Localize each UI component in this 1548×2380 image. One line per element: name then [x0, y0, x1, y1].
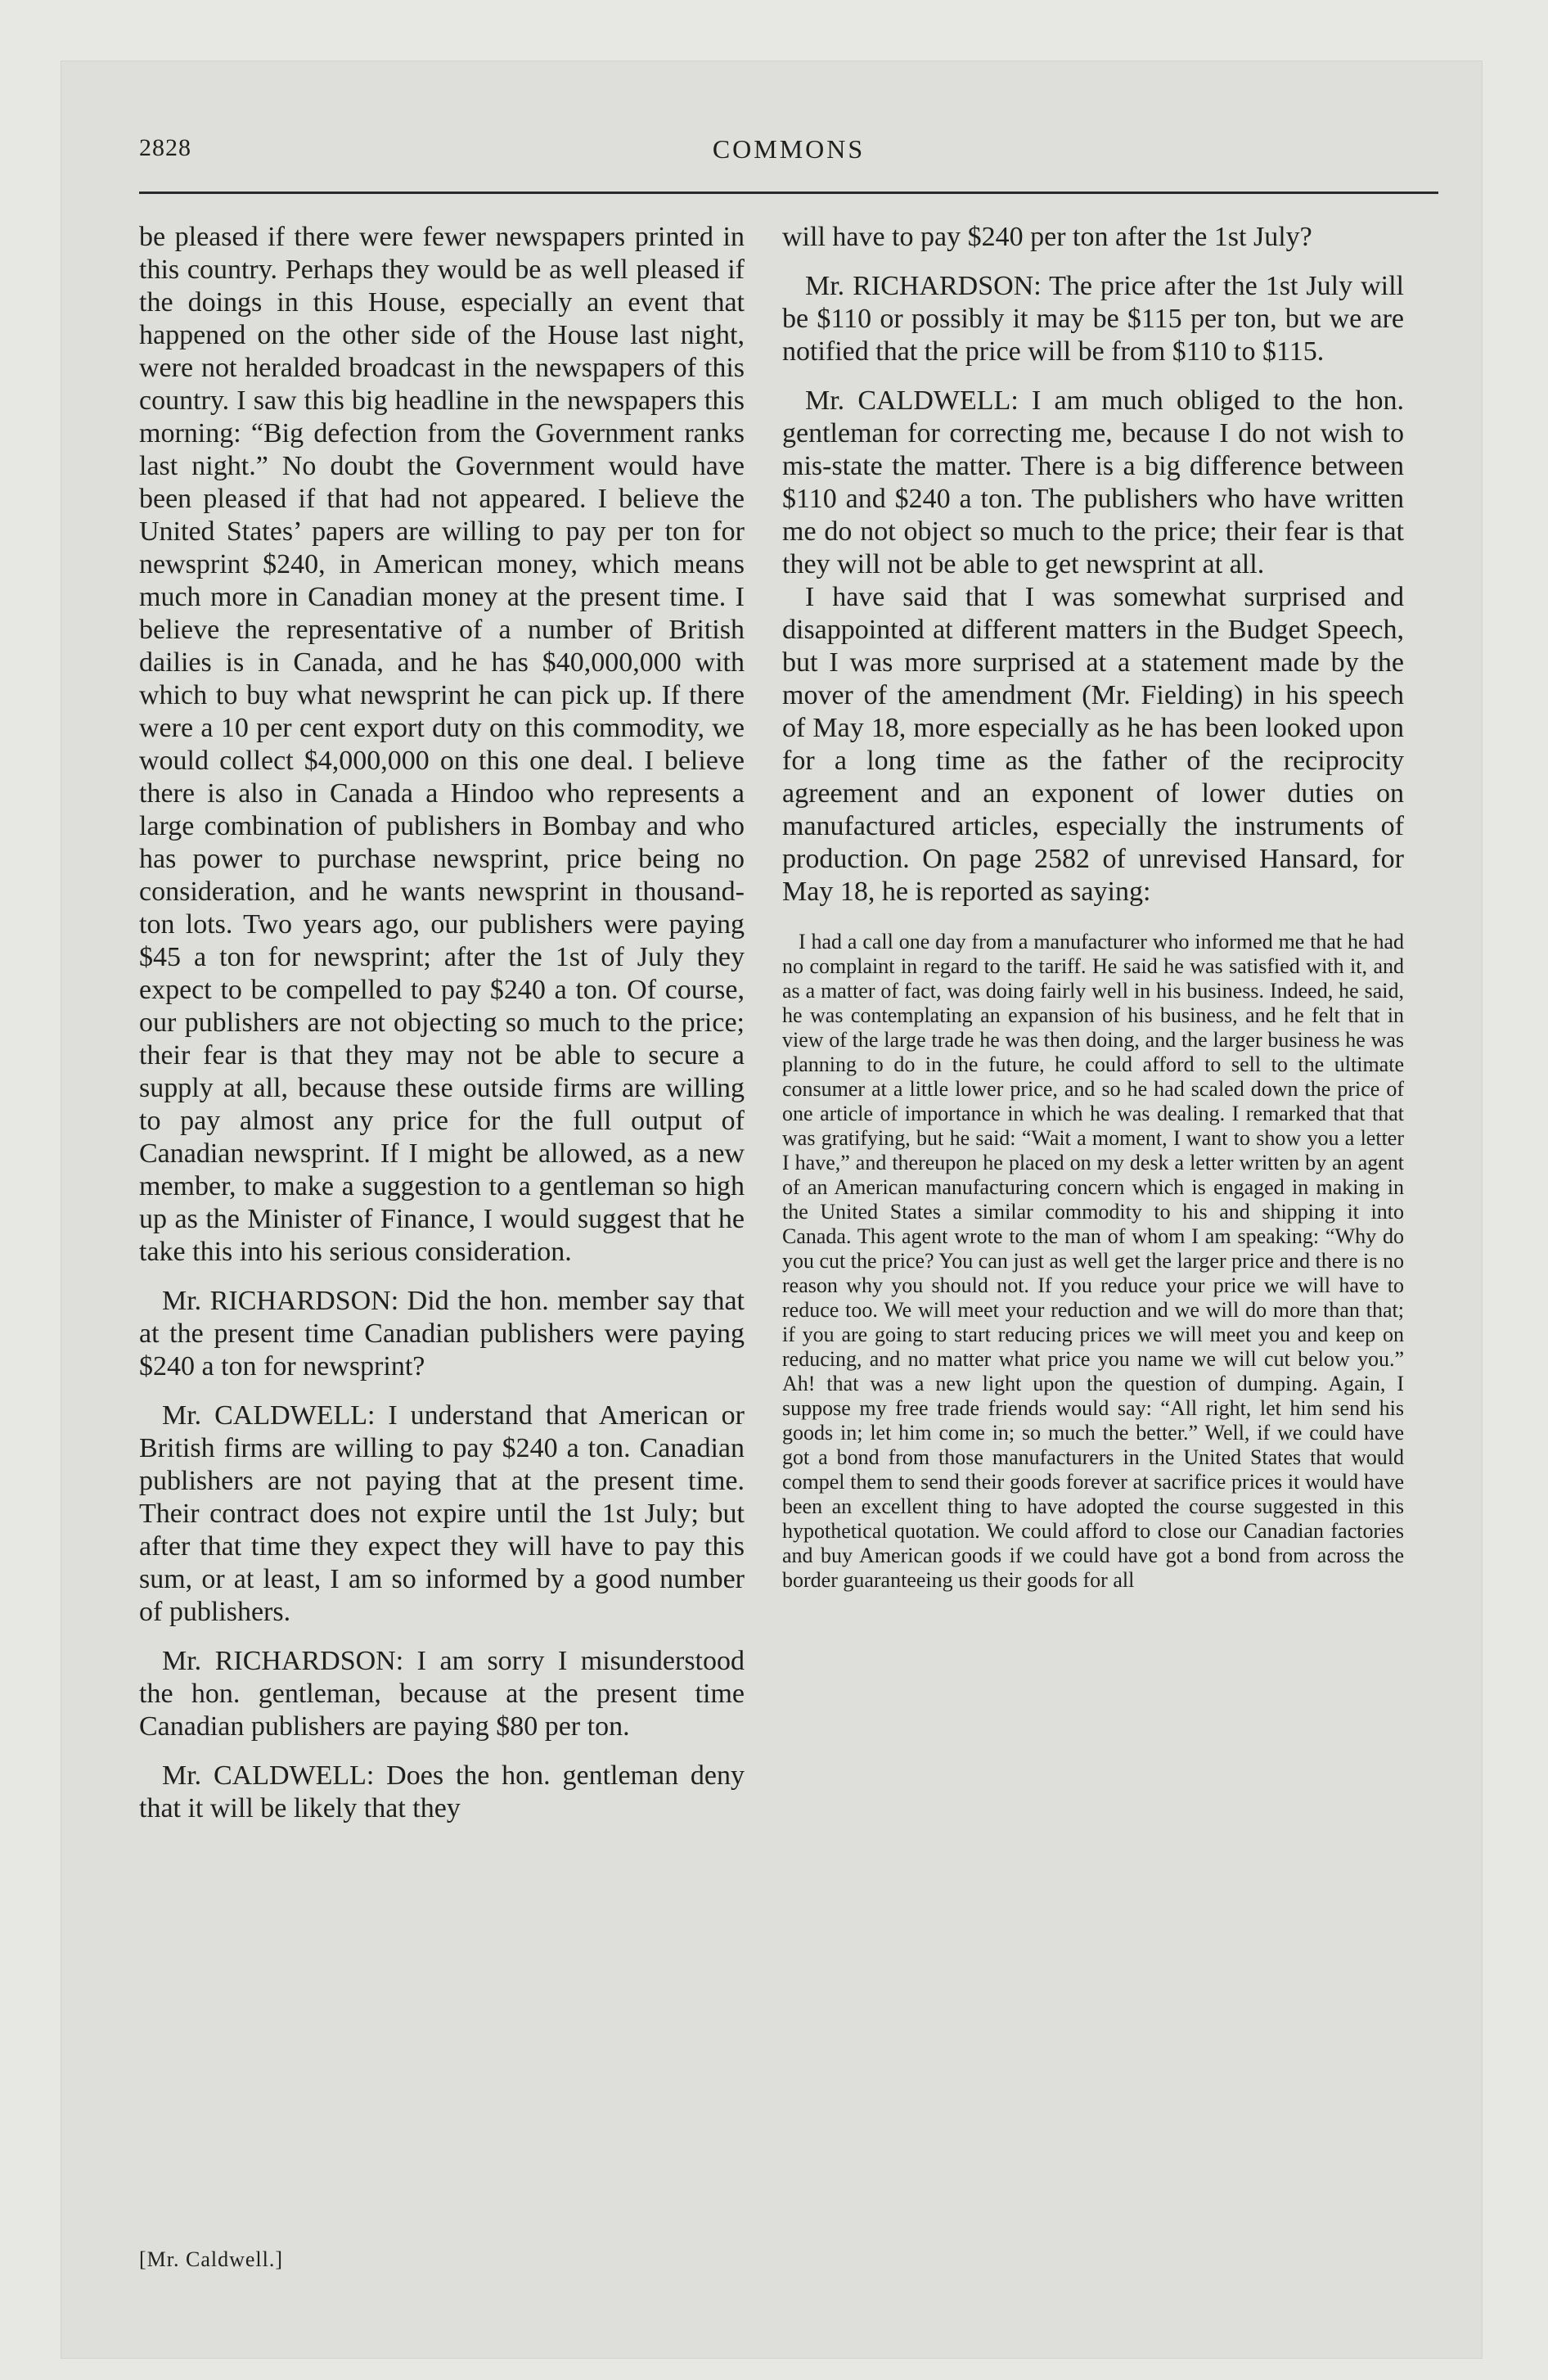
paragraph: Mr. CALDWELL: I am much obliged to the hon. gentleman for correcting me, because I do not wish to mis-state the matter. There is a big difference between $110 and $240 a ton. The publishers who have written me do not object so much to the price; their fear is that they will not be able to get newsprint at all.	[782, 385, 1404, 579]
page-number: 2828	[139, 134, 191, 161]
paragraph: Mr. RICHARDSON: The price after the 1st July will be $110 or possibly it may be $115 per ton, but we are notified that the price will be from $110 to $115.	[782, 271, 1404, 367]
speaker-footer: [Mr. Caldwell.]	[139, 2247, 284, 2271]
page-header	[139, 134, 1438, 183]
paragraph: Mr. RICHARDSON: Did the hon. member say that at the present time Canadian publishers were paying $240 a ton for newsprint?	[139, 1286, 745, 1382]
paragraph: Mr. RICHARDSON: I am sorry I misunderstood the hon. gentleman, because at the present time Canadian publishers are paying $80 per ton.	[139, 1646, 745, 1742]
right-column	[782, 221, 1404, 1593]
header-rule	[139, 192, 1438, 194]
paragraph: will have to pay $240 per ton after the 1st July?	[782, 222, 1312, 252]
left-column	[139, 221, 745, 1825]
block-quotation: I had a call one day from a manufacturer who informed me that he had no complaint in regard to the tariff. He said he was satisfied with it, and as a matter of fact, was doing fairly well in his business. Indeed, he said, he was contemplating an expansion of his business, and he felt that in view of the large trade he was then doing, and the larger business he was planning to do in the future, he could afford to sell to the ultimate consumer at a little lower price, and so he had scaled down the price of one article of importance in which he was dealing. I remarked that that was gratifying, but he said: “Wait a moment, I want to show you a letter I have,” and thereupon he placed on my desk a letter written by an agent of an American manufacturing concern which is engaged in making in the United States a similar commodity to his and shipping it into Canada. This agent wrote to the man of whom I am speaking: “Why do you cut the price? You can just as well get the larger price and there is no reason why you should not. If you reduce your price we will have to reduce too. We will meet your reduction and we will do more than that; if you are going to start reducing prices we will meet you and keep on reducing, and no matter what price you name we will cut below you.” Ah! that was a new light upon the question of dumping. Again, I suppose my free trade friends would say: “All right, let him send his goods in; let him come in; so much the better.” Well, if we could have got a bond from those manufacturers in the United States that would compel them to send their goods forever at sacrifice prices it would have been an excellent thing to have adopted the course suggested in this hypothetical quotation. We could afford to close our Canadian factories and buy American goods if we could have got a bond from across the border guaranteeing us their goods for all	[782, 930, 1404, 1592]
paragraph: be pleased if there were fewer newspapers printed in this country. Perhaps they would be as well pleased if the doings in this House, especially an event that happened on the other side of the House last night, were not heralded broadcast in the newspapers of this country. I saw this big headline in the newspapers this morning: “Big defection from the Government ranks last night.” No doubt the Government would have been pleased if that had not appeared. I believe the United States’ papers are willing to pay per ton for newsprint $240, in American money, which means much more in Canadian money at the present time. I believe the representative of a number of British dailies is in Canada, and he has $40,000,000 with which to buy what newsprint he can pick up. If there were a 10 per cent export duty on this commodity, we would collect $4,000,000 on this one deal. I believe there is also in Canada a Hindoo who represents a large combination of publishers in Bombay and who has power to purchase newsprint, price being no consideration, and he wants newsprint in thousand-ton lots. Two years ago, our publishers were paying $45 a ton for newsprint; after the 1st of July they expect to be compelled to pay $240 a ton. Of course, our publishers are not objecting so much to the price; their fear is that they may not be able to secure a supply at all, because these outside firms are willing to pay almost any price for the full output of Canadian newsprint. If I might be allowed, as a new member, to make a suggestion to a gentleman so high up as the Minister of Finance, I would suggest that he take this into his serious consideration.	[139, 222, 745, 1267]
paragraph: I have said that I was somewhat surprised and disappointed at different matters in the Budget Speech, but I was more surprised at a statement made by the mover of the amendment (Mr. Fielding) in his speech of May 18, more especially as he has been looked upon for a long time as the father of the reciprocity agreement and an exponent of lower duties on manufactured articles, especially the instruments of production. On page 2582 of unrevised Hansard, for May 18, he is reported as saying:	[782, 582, 1404, 907]
hansard-page	[61, 61, 1483, 2359]
running-head: COMMONS	[712, 134, 866, 164]
paragraph: Mr. CALDWELL: Does the hon. gentleman deny that it will be likely that they	[139, 1760, 745, 1823]
paragraph: Mr. CALDWELL: I understand that American or British firms are willing to pay $240 a ton. Canadian publishers are not paying that at the present time. Their contract does not expire until the 1st July; but after that time they expect they will have to pay this sum, or at least, I am so informed by a good number of publishers.	[139, 1400, 745, 1627]
